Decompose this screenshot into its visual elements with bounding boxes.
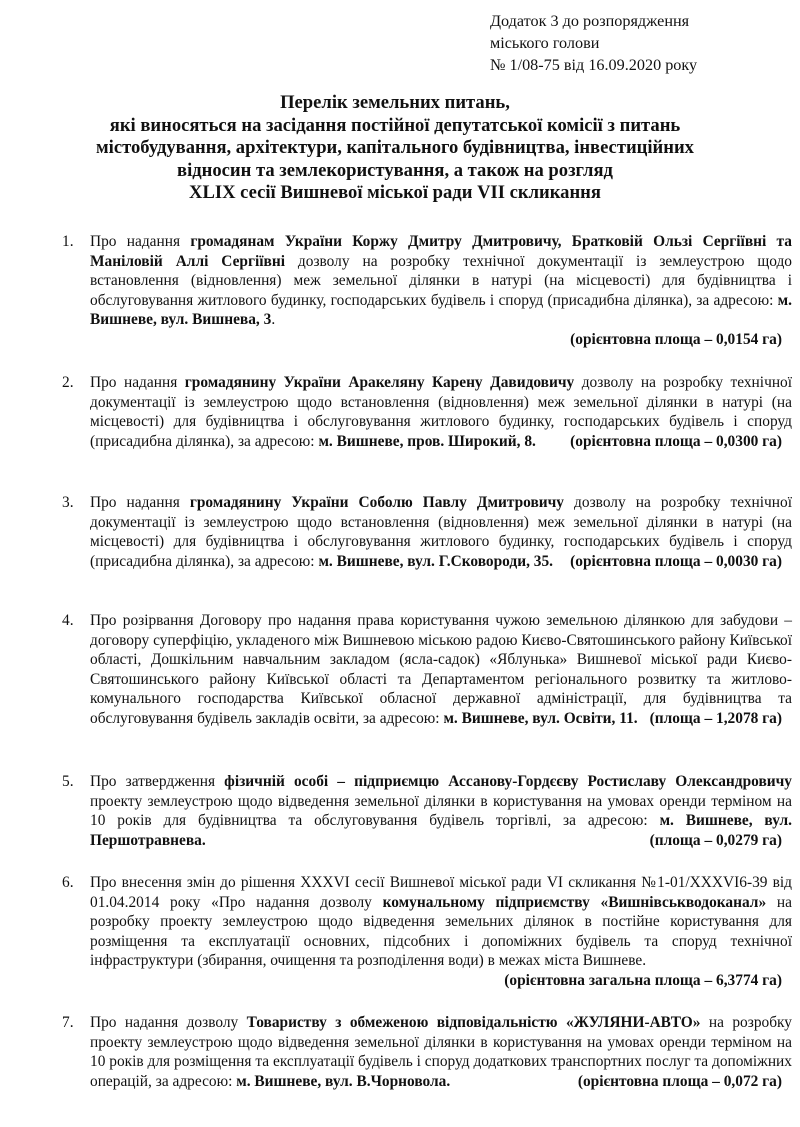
item-text	[90, 1013, 792, 1091]
item-address: м. Вишневе, вул. В.Чорновола.	[236, 1072, 451, 1090]
item-subject: Товариству з обмеженою відповідальністю «ЖУЛЯНИ-АВТО»	[246, 1014, 701, 1031]
list-item	[62, 772, 792, 850]
item-number: 1.	[62, 233, 74, 250]
list-item	[62, 1013, 792, 1091]
item-subject: комунальному підприємству «Вишнівськводоканал»	[382, 893, 767, 911]
item-address: м. Вишневе, пров. Широкий, 8.	[318, 432, 536, 450]
list-item	[62, 873, 792, 991]
item-text-part: Про затвердження	[90, 773, 225, 790]
item-text	[90, 493, 792, 571]
item-subject: громадянину України Соболю Павлу Дмитровичу	[189, 494, 565, 511]
item-address: м. Вишневе, вул. Г.Сковороди, 35.	[318, 552, 553, 570]
item-text-part: .	[271, 311, 276, 329]
item-text	[90, 232, 792, 330]
document-title	[40, 92, 750, 205]
list-item	[62, 373, 792, 451]
item-text-part: Про надання	[90, 233, 191, 250]
list-item	[62, 611, 792, 729]
item-text	[90, 373, 792, 451]
item-text-part: Про надання дозволу	[90, 1014, 247, 1031]
item-address: м. Вишневе, вул. Освіти, 11.	[443, 709, 638, 727]
item-text-part: дозволу на розробку технічної документації із землеустрою щодо встановлення (відновлення) меж земельної ділянки в натурі (на місцевості) для будівництва і обслуговування житлового будинку, господарських будівель і споруд (присадибна ділянка), за адресою:	[90, 252, 792, 309]
item-text-part: Про надання	[90, 374, 185, 391]
item-text-part: на розробку проекту землеустрою щодо відведення земельних ділянок в постійне користування для розміщення та експлуатації основних, підсобних і допоміжних будівель та споруд технічної інфраструктури (збирання, очищення та розподілення води) в межах міста Вишневе.	[90, 893, 792, 970]
item-text	[90, 611, 792, 729]
item-text-part: на розробку проекту землеустрою щодо відведення земельної ділянки в користування на умовах оренди терміном на 10 років для розміщення та експлуатації будівель і споруд додаткових транспортних послуг та допоміжних операцій, за адресою:	[90, 1014, 793, 1090]
item-area: (орієнтовна площа – 0,0154 га)	[570, 330, 782, 348]
item-text-part: Про внесення змін до рішення XXXVI сесії Вишневої міської ради VI скликання №1-01/XXXVI6-39 від 01.04.2014 року «Про надання дозволу	[90, 874, 792, 911]
item-number: 5.	[62, 773, 74, 790]
item-number: 6.	[62, 874, 74, 891]
item-text-part: Про розірвання Договору про надання права користування чужою земельною ділянкою для забудови – договору суперфіцію, укладеного між Вишневою міською радою Києво-Святошинського району Київської області, Дошкільним навчальним закладом (ясла-садок) «Яблунька» Вишневої міської ради Києво-Святошинського району Київської області та Департаментом регіонального розвитку та житлово-комунального господарства Київської обласної державної адміністрації, для будівництва та обслуговування будівель закладів освіти, за адресою:	[90, 612, 792, 727]
item-number: 3.	[62, 494, 74, 511]
item-text	[90, 772, 792, 850]
item-subject: громадянину України Аракеляну Карену Давидовичу	[184, 374, 575, 391]
item-area: (площа – 1,2078 га)	[649, 709, 782, 727]
item-subject: громадянам України Коржу Дмитру Дмитровичу, Братковій Ользі Сергіївні та Маніловій Аллі Сергіївні	[90, 233, 792, 270]
item-area: (орієнтовна площа – 0,0030 га)	[570, 552, 782, 570]
title-line-1: Перелік земельних питань,	[280, 92, 510, 113]
item-number: 7.	[62, 1014, 74, 1031]
item-number: 2.	[62, 374, 74, 391]
item-subject: фізичній особі – підприємцю Ассанову-Гордєєву Ростиславу Олександровичу	[224, 773, 792, 790]
item-area: (орієнтовна площа – 0,0300 га)	[570, 432, 782, 450]
item-area: (орієнтовна загальна площа – 6,3774 га)	[504, 971, 782, 989]
item-area: (орієнтовна площа – 0,072 га)	[577, 1072, 782, 1090]
item-text	[90, 873, 792, 989]
item-area: (площа – 0,0279 га)	[649, 831, 782, 849]
list-item	[62, 232, 792, 350]
title-line-2: які виносяться на засідання постійної депутатської комісії з питань	[109, 114, 681, 136]
item-number: 4.	[62, 612, 74, 629]
title-line-4: відносин та землекористування, а також на розгляд	[177, 159, 613, 181]
appendix-line-2: міського голови	[490, 34, 600, 52]
title-line-5: XLIX сесії Вишневої міської ради VII скликання	[189, 182, 601, 203]
appendix-line-1: Додаток 3 до розпорядження	[490, 12, 690, 30]
appendix-note	[490, 10, 790, 76]
appendix-line-3: № 1/08-75 від 16.09.2020 року	[490, 56, 698, 74]
title-line-3: містобудування, архітектури, капітального будівництва, інвестиційних	[96, 137, 694, 158]
item-address: м. Вишневе, вул. Першотравнева.	[90, 812, 793, 849]
item-text-part: проекту землеустрою щодо відведення земельної ділянки в користування на умовах оренди терміном на 10 років для будівництва та обслуговування будівель торгівлі, за адресою:	[90, 792, 792, 830]
list-item	[62, 493, 792, 571]
item-text-part: Про надання	[90, 494, 190, 511]
item-text-part: дозволу на розробку технічної документації із землеустрою щодо встановлення (відновлення) меж земельної ділянки в натурі (на місцевості) для будівництва і обслуговування житлового будинку, господарських будівель і споруд (присадибна ділянка), за адресою:	[90, 494, 793, 570]
item-text-part: дозволу на розробку технічної документації із землеустрою щодо встановлення (відновлення) меж земельної ділянки в натурі (на місцевості) для будівництва і обслуговування житлового будинку, господарських будівель і споруд (присадибна ділянка), за адресою:	[90, 374, 793, 450]
item-address: м. Вишневе, вул. Вишнева, 3	[90, 291, 792, 329]
